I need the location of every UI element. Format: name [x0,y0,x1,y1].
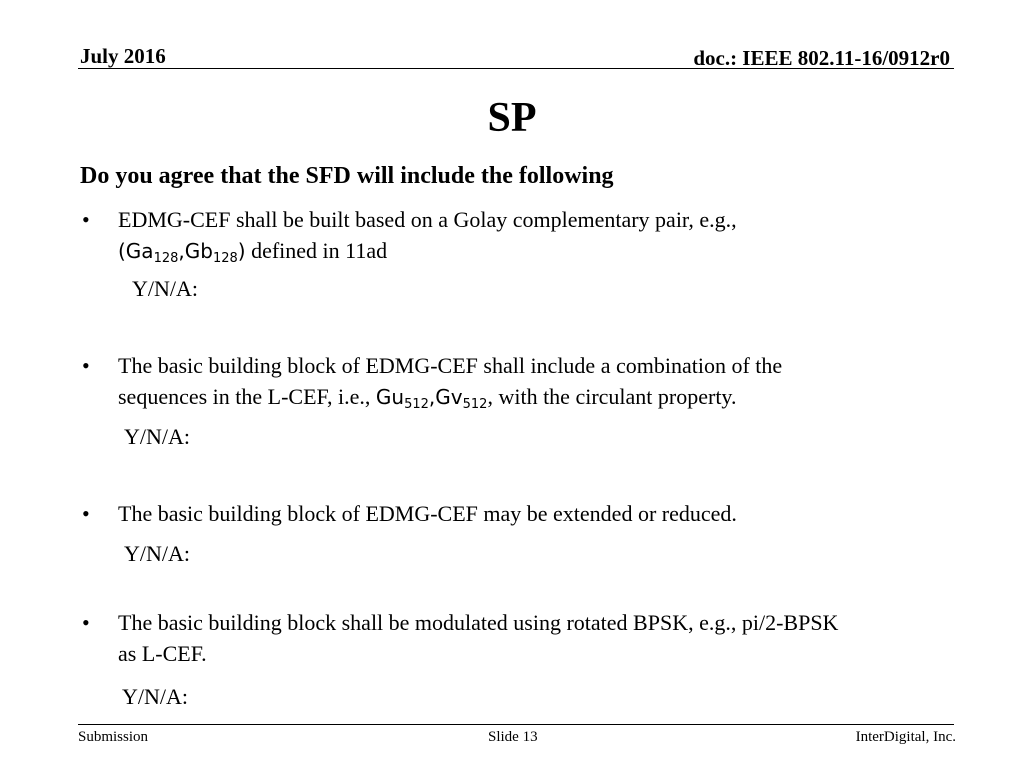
question-text: Do you agree that the SFD will include the following [80,163,614,189]
bullet-item-2-line2: sequences in the L-CEF, i.e., $Gu_{512},Gv_{512}$, with the circulant property. [118,384,737,412]
header-doc-id: doc.: IEEE 802.11-16/0912r0 [693,46,950,70]
slide-title: SP [487,95,537,141]
bullet-item-3 [118,498,978,529]
footer-slide-number: Slide 13 [488,729,538,745]
answer-3: Y/N/A: [124,541,190,566]
bullet-item-2-line1: The basic building block of EDMG-CEF shall include a combination of the [118,353,783,378]
answer-4: Y/N/A: [122,684,188,709]
bullet-item-1-line1: EDMG-CEF shall be built based on a Golay complementary pair, e.g., [118,207,737,232]
bullet-item-4-line1: The basic building block shall be modulated using rotated BPSK, e.g., pi/2-BPSK [118,610,839,635]
bullet-item-1-line2: $(Ga_{128},Gb_{128})$ defined in 11ad [118,238,388,266]
answer-1: Y/N/A: [132,276,198,301]
bullet-dot: • [82,353,90,378]
bullet-dot: • [82,207,90,232]
header-date: July 2016 [80,44,166,68]
bullet-item-4-line2: as L-CEF. [118,641,207,666]
sequence-gu-gv: $Gu_{512},Gv_{512}$ [375,385,488,412]
bullet-item-4 [118,607,978,669]
answer-2: Y/N/A: [124,424,190,449]
header-rule [78,68,954,69]
bullet-item-2 [118,350,978,420]
footer-submission: Submission [78,729,149,745]
bullet-item-3-line1: The basic building block of EDMG-CEF may be extended or reduced. [118,501,737,526]
sequence-ga-gb: $(Ga_{128},Gb_{128})$ [118,239,246,266]
footer-rule [78,724,954,725]
bullet-dot: • [82,501,90,526]
bullet-item-1 [118,204,978,274]
footer-company: InterDigital, Inc. [855,729,956,745]
bullet-dot: • [82,610,90,635]
